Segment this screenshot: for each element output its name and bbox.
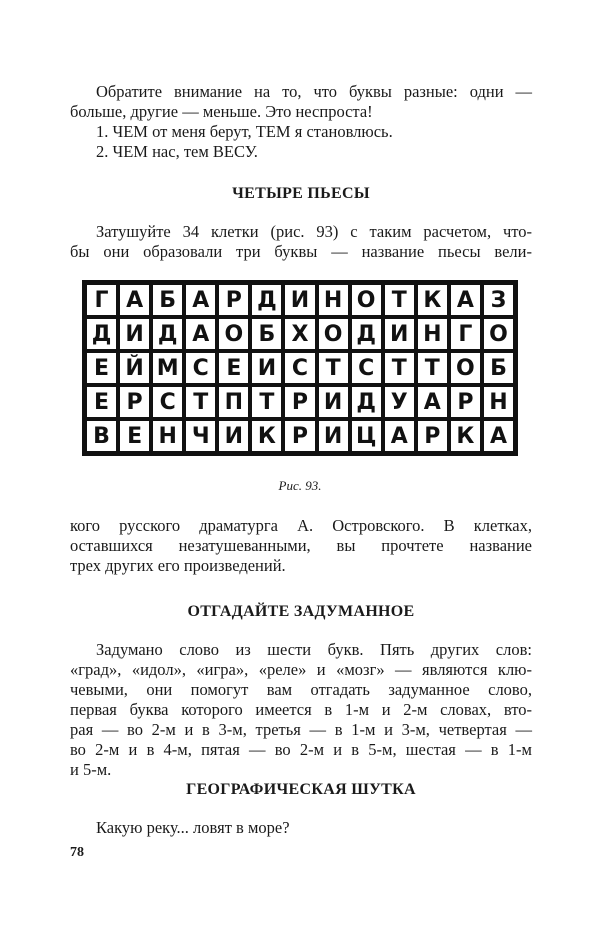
grid-cell: Д <box>153 319 182 349</box>
riddle-2: 2. ЧЕМ нас, тем ВЕСУ. <box>96 142 258 161</box>
grid-cell: Р <box>120 387 149 417</box>
text-line: Какую реку... ловят в море? <box>96 818 290 837</box>
grid-cell: Н <box>153 421 182 451</box>
grid-cell: Д <box>252 285 281 315</box>
riddle-1: 1. ЧЕМ от меня берут, ТЕМ я становлюсь. <box>96 122 393 141</box>
grid-cell: И <box>319 421 348 451</box>
text-line: больше, другие — меньше. Это неспроста! <box>70 102 373 121</box>
grid-cell: Д <box>352 319 381 349</box>
guess-word-text <box>70 640 532 780</box>
text-line: кого русского драматурга А. Островского. В клетках, <box>70 516 532 535</box>
text-line: во 2-м и в 4-м, пятая — во 2-м и в 5-м, шестая — в 1-м <box>70 740 532 759</box>
grid-cell: И <box>285 285 314 315</box>
grid-cell: Т <box>319 353 348 383</box>
grid-cell: С <box>153 387 182 417</box>
grid-cell: З <box>484 285 513 315</box>
geo-joke-text <box>70 818 532 838</box>
grid-cell: С <box>186 353 215 383</box>
grid-cell: Р <box>451 387 480 417</box>
grid-cell: Р <box>418 421 447 451</box>
grid-cell: А <box>385 421 414 451</box>
grid-cell: И <box>252 353 281 383</box>
four-plays-text <box>70 222 532 262</box>
grid-cell: Н <box>484 387 513 417</box>
text-line: «град», «идол», «игра», «реле» и «мозг» — являются клю- <box>70 660 532 679</box>
grid-cell: К <box>418 285 447 315</box>
grid-cell: Е <box>87 353 116 383</box>
grid-cell: Т <box>418 353 447 383</box>
grid-cell: Т <box>385 285 414 315</box>
grid-cell: Р <box>285 387 314 417</box>
text-line: чевыми, они помогут вам отгадать задуманное слово, <box>70 680 532 699</box>
grid-cell: А <box>451 285 480 315</box>
text-line: рая — во 2-м и в 3-м, третья — в 1-м и 3-м, четвертая — <box>70 720 532 739</box>
grid-cell: Ц <box>352 421 381 451</box>
grid-cell: Б <box>153 285 182 315</box>
grid-cell: И <box>219 421 248 451</box>
text-line: Затушуйте 34 клетки (рис. 93) с таким расчетом, что- <box>96 222 532 241</box>
grid-cell: Г <box>451 319 480 349</box>
grid-cell: Р <box>285 421 314 451</box>
grid-cell: П <box>219 387 248 417</box>
text-line: и 5-м. <box>70 760 112 779</box>
intro-text <box>70 82 532 162</box>
grid-cell: Н <box>418 319 447 349</box>
text-line: Обратите внимание на то, что буквы разные: одни — <box>96 82 532 101</box>
grid-cell: С <box>352 353 381 383</box>
grid-cell: О <box>352 285 381 315</box>
grid-cell: О <box>319 319 348 349</box>
grid-cell: А <box>186 319 215 349</box>
grid-cell: К <box>451 421 480 451</box>
grid-cell: А <box>186 285 215 315</box>
grid-cell: Р <box>219 285 248 315</box>
grid-cell: С <box>285 353 314 383</box>
grid-cell: Н <box>319 285 348 315</box>
grid-cell: Е <box>120 421 149 451</box>
grid-cell: О <box>451 353 480 383</box>
heading-four-plays: ЧЕТЫРЕ ПЬЕСЫ <box>232 185 370 202</box>
grid-cell: Д <box>352 387 381 417</box>
text-line: трех других его произведений. <box>70 556 286 575</box>
grid-cell: Д <box>87 319 116 349</box>
four-plays-continued <box>70 516 532 576</box>
grid-cell: Й <box>120 353 149 383</box>
grid-cell: Х <box>285 319 314 349</box>
text-line: оставшихся незатушеванными, вы прочтете название <box>70 536 532 555</box>
figure-caption: Рис. 93. <box>278 478 322 493</box>
heading-guess-word: ОТГАДАЙТЕ ЗАДУМАННОЕ <box>187 603 415 620</box>
grid-cell: А <box>120 285 149 315</box>
grid-cell: Т <box>252 387 281 417</box>
grid-cell: Е <box>219 353 248 383</box>
grid-cell: О <box>484 319 513 349</box>
grid-cell: Б <box>252 319 281 349</box>
heading-geo-joke: ГЕОГРАФИЧЕСКАЯ ШУТКА <box>186 781 416 798</box>
page-number: 78 <box>70 845 84 860</box>
grid-cell: А <box>484 421 513 451</box>
grid-cell: Т <box>385 353 414 383</box>
grid-cell: Г <box>87 285 116 315</box>
grid-cell: О <box>219 319 248 349</box>
grid-cell: Т <box>186 387 215 417</box>
grid-cell: И <box>120 319 149 349</box>
grid-cell: Б <box>484 353 513 383</box>
grid-cell: Е <box>87 387 116 417</box>
text-line: бы они образовали три буквы — название пьесы вели- <box>70 242 532 261</box>
grid-cell: Ч <box>186 421 215 451</box>
grid-cell: А <box>418 387 447 417</box>
grid-cell: У <box>385 387 414 417</box>
letter-grid <box>82 280 518 456</box>
grid-cell: И <box>385 319 414 349</box>
grid-cell: В <box>87 421 116 451</box>
grid-cell: И <box>319 387 348 417</box>
text-line: Задумано слово из шести букв. Пять других слов: <box>96 640 532 659</box>
text-line: первая буква которого имеется в 1-м и 2-м словах, вто- <box>70 700 532 719</box>
grid-cell: К <box>252 421 281 451</box>
grid-cell: М <box>153 353 182 383</box>
